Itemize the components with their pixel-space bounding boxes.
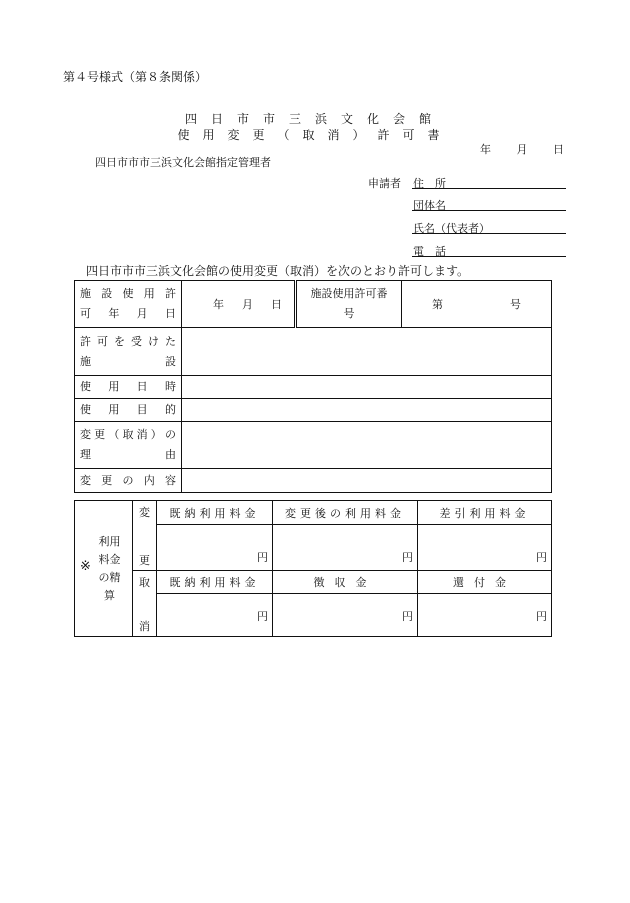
purpose-cell[interactable] bbox=[182, 399, 552, 422]
cancel-refund-cell[interactable]: 円 bbox=[418, 594, 552, 637]
address-line bbox=[412, 188, 566, 189]
cancel-refund-header: 還付金 bbox=[418, 571, 552, 594]
change-diff-fee-cell[interactable]: 円 bbox=[418, 525, 552, 571]
facility-label: 許 可 を 受 け た 施 設 bbox=[75, 328, 182, 376]
applicant-name-label: 氏名（代表者） bbox=[413, 222, 490, 235]
permit-number-label: 施設使用許可番 号 bbox=[296, 281, 402, 328]
permit-date-label: 施 設 使 用 許 可 年 月 日 bbox=[75, 281, 182, 328]
content-label: 変 更 の 内 容 bbox=[75, 469, 182, 493]
facility-cell[interactable] bbox=[182, 328, 552, 376]
title-line-1: 四日市市三浜文化会館 bbox=[184, 112, 445, 126]
purpose-label: 使 用 目 的 bbox=[75, 399, 182, 422]
title-line-2: 使用変更（取消）許可書 bbox=[177, 128, 453, 142]
cancel-collect-cell[interactable]: 円 bbox=[273, 594, 418, 637]
change-label: 変 更 bbox=[133, 501, 157, 571]
cancel-paid-fee-header: 既納利用料金 bbox=[157, 571, 273, 594]
addressee: 四日市市市三浜文化会館指定管理者 bbox=[95, 156, 271, 169]
date-day: 日 bbox=[553, 143, 564, 156]
permit-number-cell[interactable]: 第 号 bbox=[402, 281, 552, 328]
applicant-label: 申請者 bbox=[368, 177, 401, 190]
statement: 四日市市市三浜文化会館の使用変更（取消）を次のとおり許可します。 bbox=[86, 264, 470, 278]
permit-date-cell[interactable]: 年 月 日 bbox=[182, 281, 296, 328]
reason-cell[interactable] bbox=[182, 422, 552, 469]
applicant-group-label: 団体名 bbox=[413, 199, 446, 212]
fee-table bbox=[74, 500, 552, 637]
permit-table bbox=[74, 280, 552, 493]
content-cell[interactable] bbox=[182, 469, 552, 493]
fee-settlement-label: ※ 利用 料金 の精 算 bbox=[75, 501, 133, 637]
datetime-label: 使 用 日 時 bbox=[75, 376, 182, 399]
issue-date bbox=[480, 141, 564, 157]
group-line bbox=[412, 210, 566, 211]
applicant-phone-label: 電 話 bbox=[413, 245, 446, 258]
phone-line bbox=[412, 256, 566, 257]
asterisk-mark: ※ bbox=[80, 559, 91, 574]
date-year: 年 bbox=[480, 143, 491, 156]
reason-label: 変 更 （ 取 消 ） の 理 由 bbox=[75, 422, 182, 469]
cancel-collect-header: 徴収金 bbox=[273, 571, 418, 594]
change-diff-fee-header: 差引利用料金 bbox=[418, 501, 552, 525]
date-month: 月 bbox=[516, 143, 528, 156]
cancel-label: 取 消 bbox=[133, 571, 157, 637]
cancel-paid-fee-cell[interactable]: 円 bbox=[157, 594, 273, 637]
change-new-fee-header: 変更後の利用料金 bbox=[273, 501, 418, 525]
change-paid-fee-cell[interactable]: 円 bbox=[157, 525, 273, 571]
applicant-address-label: 住 所 bbox=[413, 177, 446, 190]
datetime-cell[interactable] bbox=[182, 376, 552, 399]
form-number: 第４号様式（第８条関係） bbox=[63, 70, 208, 84]
change-new-fee-cell[interactable]: 円 bbox=[273, 525, 418, 571]
name-line bbox=[412, 233, 566, 234]
change-paid-fee-header: 既納利用料金 bbox=[157, 501, 273, 525]
